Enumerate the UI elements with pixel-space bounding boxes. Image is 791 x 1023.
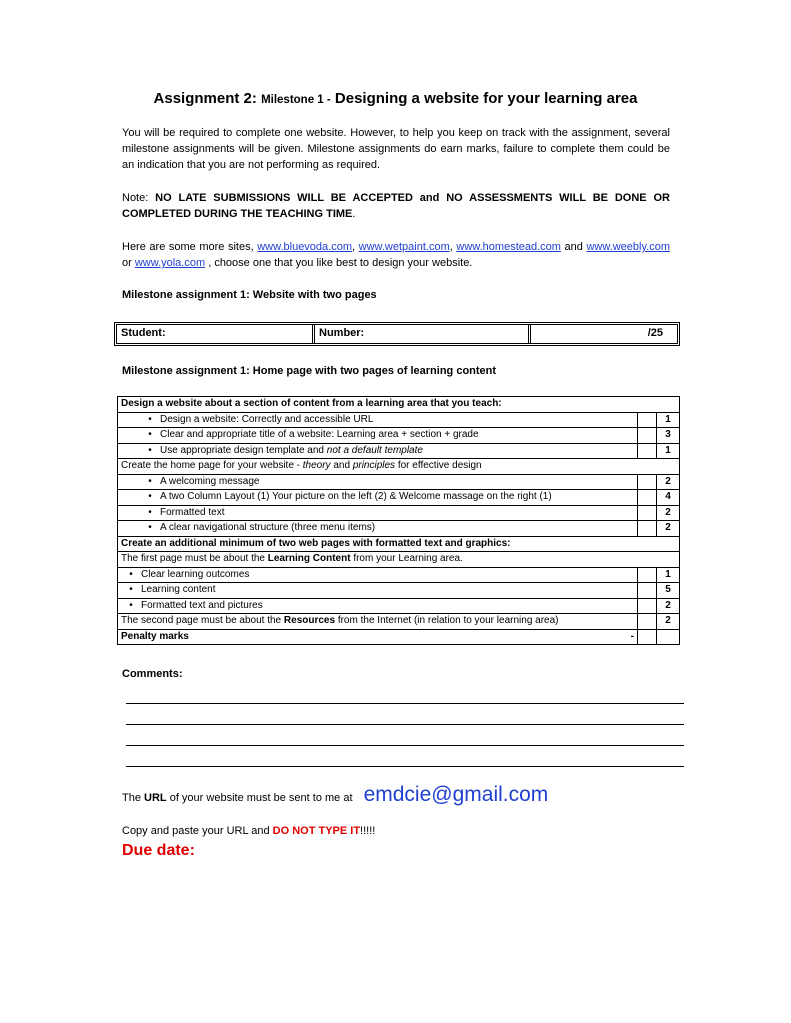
copy-exclaim: !!!!! [360,825,376,837]
sites-comma: , [352,241,356,253]
criterion-text: A clear navigational structure (three menu items) [160,522,376,534]
penalty-label: Penalty marks [121,630,189,642]
section-emphasis: Learning Content [267,553,351,565]
title-subject: Designing a website for your learning area [334,90,638,107]
criterion-text: Clear and appropriate title of a website: Learning area + section + grade [160,429,479,441]
sites-comma: , [449,241,453,253]
bullet-icon: • [148,522,152,534]
link-yola[interactable]: www.yola.com [134,257,206,269]
milestone-heading: Milestone assignment 1: Website with two pages [122,289,377,301]
criterion-text: Learning content [141,584,216,596]
table-row [118,614,680,630]
table-row [118,505,680,521]
mark-cell: 2 [657,521,680,537]
table-row [118,459,680,475]
mark-cell: 2 [657,598,680,614]
table-row [118,397,680,413]
score-cell[interactable] [638,521,657,537]
mark-cell [657,629,680,645]
criterion-text: The second page must be about the [121,615,282,627]
section-heading [118,459,680,475]
criterion-cell [118,505,638,521]
table-row [118,521,680,537]
due-date-label: Due date: [122,842,195,859]
section-emphasis: theory [302,460,331,472]
section-heading [118,552,680,568]
email-link[interactable]: emdcie@gmail.com [363,783,549,806]
score-cell[interactable] [638,629,657,645]
section-text: and [333,460,351,472]
comment-line[interactable] [126,745,684,746]
criterion-cell [118,474,638,490]
student-box [114,322,680,346]
criterion-cell [118,490,638,506]
copy-instruction [122,825,375,837]
table-row [118,490,680,506]
mark-cell: 5 [657,583,680,599]
intro-paragraph: You will be required to complete one website. However, to help you keep on track with the assignment, several milestone assignments will be given. Milestone assignments do earn marks, failure to complete them could be an indication that you are not performing as required. [122,127,670,171]
criterion-cell [118,614,638,630]
section-text: from your Learning area. [353,553,463,565]
table-row [118,598,680,614]
table-row [118,428,680,444]
mark-cell: 3 [657,428,680,444]
bullet-icon: • [148,491,152,503]
marks-table [117,396,680,645]
url-emphasis: URL [144,792,167,804]
score-cell[interactable] [638,567,657,583]
bullet-icon: • [129,599,133,611]
section-text: for effective design [397,460,482,472]
section-text: Create the home page for your website - [121,460,300,472]
mark-cell: 1 [657,443,680,459]
note-paragraph [122,190,670,222]
criterion-cell [118,428,638,444]
link-bluevoda[interactable]: www.bluevoda.com [257,241,353,253]
note-prefix: Note: [122,192,149,204]
copy-text: Copy and paste your URL and [122,825,270,837]
sites-and: and [564,241,583,253]
number-field[interactable]: Number: [315,325,531,343]
document-title [0,90,791,107]
bullet-icon: • [129,568,133,580]
section-heading: Design a website about a section of content from a learning area that you teach: [118,397,680,413]
table-row [118,536,680,552]
link-wetpaint[interactable]: www.wetpaint.com [358,241,450,253]
criterion-text: Formatted text [160,506,225,518]
sites-prefix: Here are some more sites, [122,241,254,253]
score-cell[interactable] [638,505,657,521]
sites-paragraph [122,239,670,271]
table-row [118,583,680,599]
table-row [118,629,680,645]
title-milestone: Milestone 1 - [261,94,331,106]
criterion-emphasis: Resources [283,615,336,627]
copy-warning: DO NOT TYPE IT [272,825,361,837]
table-row [118,552,680,568]
note-text: NO LATE SUBMISSIONS WILL BE ACCEPTED and NO ASSESSMENTS WILL BE DONE OR COMPLETED DURING THE TEACHING TIME [122,192,670,220]
mark-cell: 2 [657,505,680,521]
link-homestead[interactable]: www.homestead.com [456,241,561,253]
score-total: /25 [647,327,663,339]
criterion-cell [118,567,638,583]
criterion-text: A welcoming message [160,475,260,487]
criterion-text: Clear learning outcomes [141,568,250,580]
criterion-cell [118,412,638,428]
score-cell[interactable] [638,412,657,428]
url-instruction [122,783,548,807]
score-cell[interactable] [638,490,657,506]
sites-suffix: , choose one that you like best to design your website. [208,257,473,269]
url-text: The [122,792,141,804]
criterion-text: from the Internet (in relation to your learning area) [337,615,559,627]
criterion-text: Formatted text and pictures [141,599,263,611]
criterion-cell [118,583,638,599]
comment-line[interactable] [126,766,684,767]
title-assignment: Assignment 2: [153,90,257,107]
score-cell[interactable] [638,474,657,490]
table-row [118,474,680,490]
section-text: The first page must be about the [121,553,265,565]
table-row [118,412,680,428]
bullet-icon: • [129,584,133,596]
bullet-icon: • [148,506,152,518]
bullet-icon: • [148,429,152,441]
section-emphasis: principles [352,460,396,472]
criterion-text: Design a website: Correctly and accessible URL [160,413,374,425]
bullet-icon: • [148,413,152,425]
score-cell[interactable] [638,583,657,599]
mark-cell: 1 [657,412,680,428]
score-cell[interactable] [638,598,657,614]
penalty-value: - [630,630,634,642]
criterion-cell [118,598,638,614]
section-heading: Create an additional minimum of two web pages with formatted text and graphics: [118,536,680,552]
mark-cell: 1 [657,567,680,583]
score-cell[interactable] [638,614,657,630]
bullet-icon: • [148,444,152,456]
table-row [118,443,680,459]
url-text: of your website must be sent to me at [169,792,353,804]
sites-or: or [122,257,132,269]
comment-line[interactable] [126,724,684,725]
note-suffix: . [352,208,356,220]
mark-cell: 4 [657,490,680,506]
student-field[interactable]: Student: [117,325,315,343]
comment-line[interactable] [126,703,684,704]
score-cell[interactable] [638,443,657,459]
score-cell[interactable] [638,428,657,444]
mark-cell: 2 [657,614,680,630]
criterion-cell [118,443,638,459]
criterion-text: A two Column Layout (1) Your picture on the left (2) & Welcome massage on the right (1) [160,491,552,503]
criterion-text: Use appropriate design template and [160,444,324,456]
table-row [118,567,680,583]
mark-cell: 2 [657,474,680,490]
comments-label: Comments: [122,668,183,680]
penalty-cell [118,629,638,645]
table-heading: Milestone assignment 1: Home page with two pages of learning content [122,365,497,377]
link-weebly[interactable]: www.weebly.com [586,241,670,253]
bullet-icon: • [148,475,152,487]
criterion-cell [118,521,638,537]
criterion-emphasis: not a default template [326,444,423,456]
